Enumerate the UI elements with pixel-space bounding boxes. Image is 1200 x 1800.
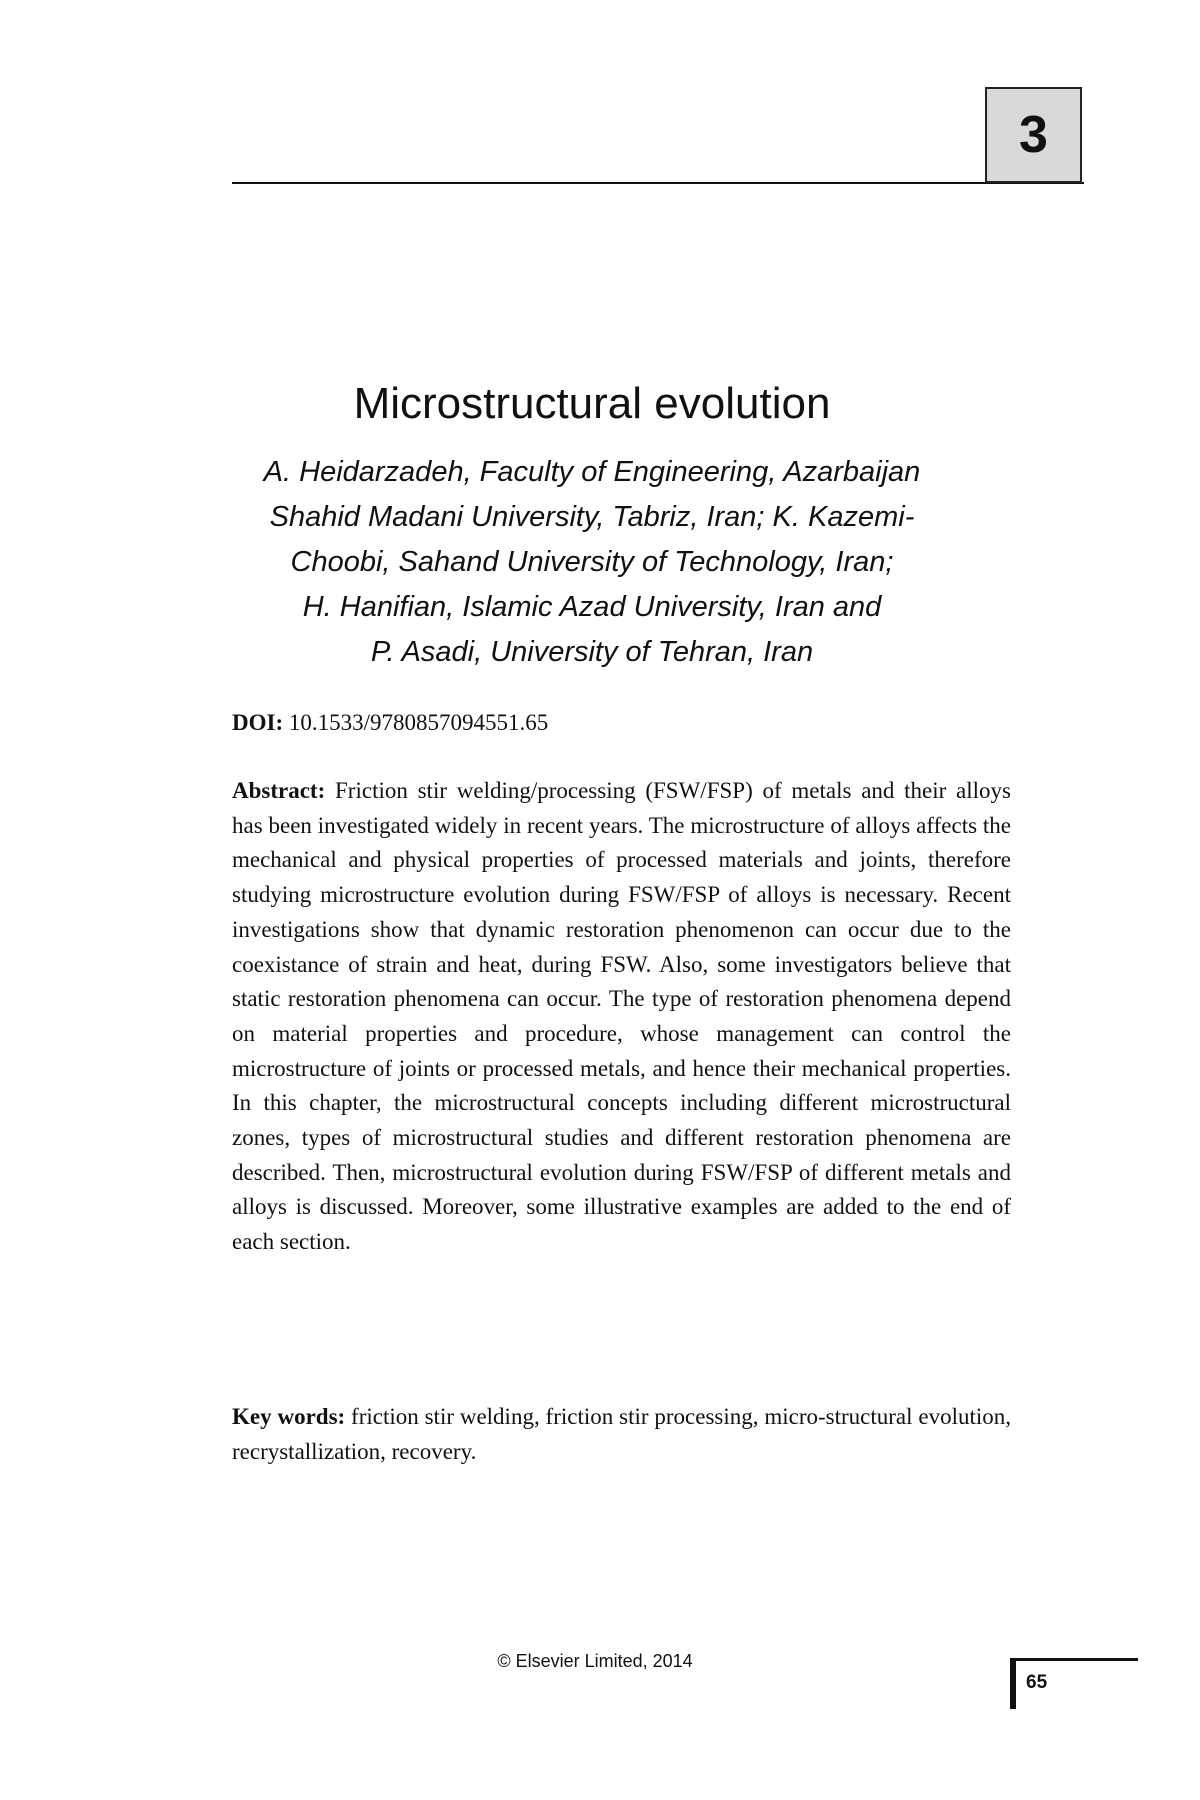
- abstract: [232, 774, 1011, 1260]
- doi-label: DOI:: [232, 710, 284, 735]
- chapter-title: Microstructural evolution: [353, 379, 831, 428]
- abstract-text: Friction stir welding/processing (FSW/FSP) of metals and their alloys has been investigated widely in recent years. The microstructure of alloys affects the mechanical and physical properties of processed materials and joints, therefore studying microstructure evolution during FSW/FSP of alloys is necessary. Recent investigations show that dynamic restoration phenomenon can occur due to the coexistance of strain and heat, during FSW. Also, some investigators believe that static restoration phenomena can occur. The type of restoration phenomena depend on material properties and procedure, whose management can control the microstructure of joints or processed metals, and hence their mechanical properties. In this chapter, the microstructural concepts including different microstructural zones, types of microstructural studies and different restoration phenomena are described. Then, microstructural evolution during FSW/FSP of different metals and alloys is discussed. Moreover, some illustrative examples are added to the end of each section.: [232, 778, 1012, 1255]
- author-block: [160, 450, 1024, 675]
- keywords-text: friction stir welding, friction stir processing, micro-structural evolution, recrystallization, recovery.: [232, 1404, 1011, 1464]
- doi: [232, 710, 1012, 736]
- author-line: A. Heidarzadeh, Faculty of Engineering, Azarbaijan: [263, 456, 921, 488]
- folio-bracket: [1010, 1658, 1016, 1709]
- chapter-rule: [232, 182, 1084, 184]
- author-line: Choobi, Sahand University of Technology, Iran;: [290, 546, 894, 578]
- abstract-label: Abstract:: [232, 778, 326, 803]
- author-line: Shahid Madani University, Tabriz, Iran; K. Kazemi-: [269, 501, 915, 533]
- chapter-number: 3: [1019, 106, 1048, 164]
- keywords-label: Key words:: [232, 1404, 346, 1429]
- author-line: P. Asadi, University of Tehran, Iran: [370, 636, 814, 668]
- copyright-notice: © Elsevier Limited, 2014: [497, 1651, 693, 1671]
- doi-value: 10.1533/9780857094551.65: [288, 710, 549, 735]
- page-number: 65: [1026, 1672, 1048, 1693]
- chapter-number-box: [985, 87, 1082, 183]
- keywords: [232, 1400, 1011, 1469]
- author-line: H. Hanifian, Islamic Azad University, Iran and: [302, 591, 882, 623]
- folio-rule: [1010, 1658, 1138, 1661]
